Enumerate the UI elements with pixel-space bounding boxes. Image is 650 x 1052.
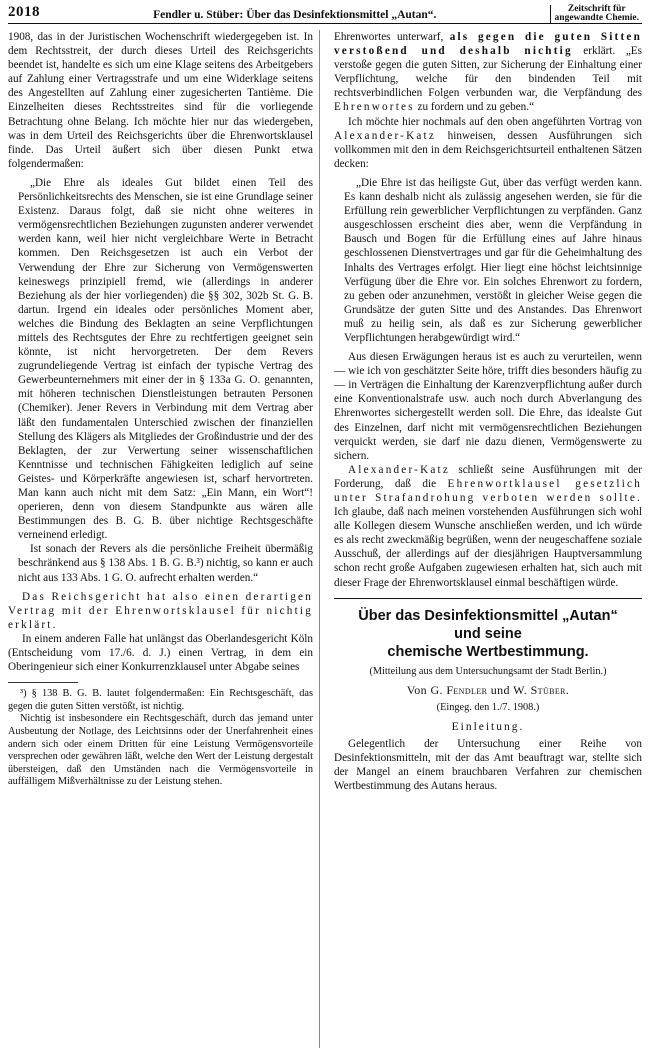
footnote-paragraph: ³) § 138 B. G. B. lautet folgendermaßen: Ein Rechtsgeschäft, das gegen die guten Sitten verstößt, ist nichtig. (8, 688, 313, 712)
text-run: Von G. (406, 682, 443, 697)
title-line: Über das Desinfektionsmittel „Autan“ (358, 607, 618, 624)
paragraph: 1908, das in der Juristischen Wochenschrift wiedergegeben ist. In dem Rechtsstreit, der durch dieses Urteil des Reichsgerichts beendet ist, handelte es sich um eine Klage seitens des Arbeitgebers auf Zahlung einer Vertragsstrafe und um eine Widerklage seitens des Angestellten auf Zahlung einer zugesicherten Tantième. Die Einzelheiten dieses Rechtsstreites sind für die vorliegende Betrachtung ohne Belang. Ich möchte hier nur das wiedergeben, was in dem Urteil des Reichsgerichts über die Ehrenwortsklausel finde. Das Urteil äußert sich über diesen Punkt etwa folgendermaßen: (8, 31, 313, 170)
paragraph (334, 115, 642, 171)
title-line: und seine (454, 625, 522, 642)
article-authors (334, 683, 642, 697)
text-run: Ich möchte hier nochmals auf den oben angeführten Vortrag von (348, 115, 642, 128)
paragraph: Aus diesen Erwägungen heraus ist es auch zu verurteilen, wenn — wie ich von geschätzter Seite höre, trifft dies besonders häufig zu — in Verträgen die Einhaltung der Karenzverpflichtung außer durch eine Konventionalstrafe usw. auch noch durch Abverlangung des Ehrenwortes sichergestellt werden soll. Die Ehre, das idealste Gut des Einzelnen, darf nicht mit vermögensrechtlichen Beziehungen verquickt werden, sie darf nie dazu dienen, Vermögenswerte zu sichern. (334, 351, 642, 462)
received-date: (Eingeg. den 1./7. 1908.) (436, 701, 540, 713)
spaced-text: Ehrenwortes (334, 101, 415, 114)
text-run: hinweisen, dessen Ausführungen sich vollkommen mit den in dem Reichsgerichtsurteil enthaltenen Sätzen decken: (334, 129, 642, 170)
text-run: und W. (490, 682, 528, 697)
text-run: zu fordern und zu geben.“ (417, 101, 535, 114)
author-name: Alexander-Katz (348, 463, 451, 476)
footnote-divider (8, 682, 78, 683)
journal-name-line2: angewandte Chemie. (554, 13, 639, 23)
author-name: Alexander-Katz (334, 129, 437, 142)
article-title (334, 607, 642, 661)
court-quote (18, 176, 313, 585)
quote-paragraph: „Die Ehre als ideales Gut bildet einen Teil des Persönlichkeitsrechts des Menschen, sie ist eine Grundlage seiner Existenz. Daraus folgt, daß sie nicht ohne weiteres in vermögensrechtlichen Beziehungen zugunsten anderer verwendet werden kann, weil hier nicht vergleichbare Werte in Betracht kommen. Den Reichsgesetzen ist auch ein Verbot der Verwendung der Ehre zur Sicherung von Vermögenswerten keineswegs prinzipiell fremd, wie (allerdings in anderer Beziehung als der hier vorliegenden) die §§ 302, 302b St. G. B. dartun. Irgend ein ideales oder persönliches Moment aber, welches die Bindung des Beklagten an seine Verpflichtungen mittels des Rechtsgutes der Ehre zu rechtfertigen geeignet sein könnte, ist nicht hervorgetreten. Der dem Revers zugrundeliegende Vertrag ist einfach der typische Vertrag des Gewerbeunternehmers mit einer der in § 133a G. O. genannten, mit höheren technischen Dienstleistungen betrauten Personen (Chemiker). Jener Revers in Verbindung mit dem Vertrag aber läßt den fundamentalen Unterschied zwischen der finanziellen Stellung des Klägers als Mitgliedes der Großindustrie und der des Beklagten, der zur Verwertung seiner wissenschaftlichen Kenntnisse und technischen Fähigkeiten lediglich auf seine Geistes- und Körperkräfte angewiesen ist, scharf hervortreten. Man kann auch nicht mit dem Satz: „Ein Mann, ein Wort“! operieren, denn von diesem Standpunkte aus wären alle Bestimmungen des B. G. B. über nichtige Rechtsgeschäfte verneinend erledigt. (18, 176, 313, 542)
text-run: Ich glaube, daß nach meinen vorstehenden Ausführungen sich wohl alle Kollegen diesem Wunsche anschließen werden, und ich würde es als recht zweckmäßig begrüßen, wenn der neugeschaffene soziale Ausschuß, der allerdings auf der diesjährigen Hauptversammlung schon recht große Aufgaben zugewiesen erhalten hat, sich auch mit dieser Frage der Ehrenwortsklausel einmal beschäftigen würde. (334, 506, 642, 589)
article-divider (334, 598, 642, 599)
journal-name (550, 5, 642, 24)
lecture-quote (344, 176, 642, 345)
two-column-body (8, 30, 642, 1048)
spaced-text: Ehrenwortklausel gesetzlich unter Strafandrohung verboten werden sollte. (334, 477, 642, 504)
footnote-paragraph: Nichtig ist insbesondere ein Rechtsgeschäft, durch das jemand unter Ausbeutung der Notlage, des Leichtsinns oder der Unerfahrenheit eines andern sich oder einem Dritten für eine Leistung Vermögensvorteile versprechen oder gewähren läßt, welche den Wert der Leistung dergestalt übersteigen, daß den Umständen nach die Vermögensvorteile in auffälligem Mißverhältnisse zu der Leistung stehen. (8, 713, 313, 788)
footnote (8, 688, 313, 789)
author-name: Stüber. (530, 682, 570, 697)
journal-name-line1: Zeitschrift für (567, 4, 626, 14)
quote-paragraph: „Die Ehre ist das heiligste Gut, über das verfügt werden kann. Es kann deshalb nicht als zulässig angesehen werden, sie für die Erfüllung rein gewerblicher Verpflichtungen zu verpfänden. Ganz ausgeschlossen erscheint dies aber, wenn die Verpfändung in Bausch und Bogen für die Erfüllung eines auf Jahre hinaus geschlossenen Dienstvertrages und gar für die Geheimhaltung des Inhalts des Vertrages erfolgt. Hier liegt eine höchst leichtsinnige Verfügung über die Ehre vor. Ein solches Ehrenwort zu fordern, zu geben oder anzunehmen, verstößt in gleicher Weise gegen die Grundsätze der guten Sitte und des Anstandes. Das Ehrenwort muß zu heilig sein, als daß es zur Sicherung gewerblicher Verpflichtungen herabgewürdigt wird.“ (344, 176, 642, 344)
right-column (328, 30, 642, 1048)
text-run: schließt seine Ausführungen mit der Forderung, daß die (334, 463, 642, 490)
article-affiliation: (Mitteilung aus dem Untersuchungsamt der Stadt Berlin.) (369, 665, 607, 677)
author-name: Fendler (446, 682, 488, 697)
quote-paragraph: Ist sonach der Revers als die persönliche Freiheit übermäßig beschränkend aus § 138 Abs. 1 B. G. B.³) nichtig, so kann er auch nicht aus 133 Abs. 1 G. O. aufrecht erhalten werden.“ (18, 543, 313, 584)
section-heading: Einleitung. (451, 720, 525, 733)
paragraph (334, 30, 642, 115)
running-title: Fendler u. Stüber: Über das Desinfektionsmittel „Autan“. (153, 9, 437, 21)
paragraph (334, 463, 642, 590)
paragraph: In einem anderen Falle hat unlängst das Oberlandesgericht Köln (Entscheidung vom 17./6. d. J.) einen Vertrag, in dem ein Oberingenieur sich einer Konkurrenzklausel unter Abgabe seines (8, 632, 313, 674)
text-run: erklärt. „Es verstoße gegen die guten Sitten, zur Sicherung der Einhaltung einer Verpflichtung, welche für den bindenden Teil mit rechtsverbindlichen Folgen verbunden war, die Verpfändung des (334, 45, 642, 100)
left-column (8, 30, 320, 1048)
paragraph: Gelegentlich der Untersuchung einer Reihe von Desinfektionsmitteln, mit der das Amt beauftragt war, stellte sich der Mangel an einem brauchbaren Verfahren zur chemischen Wertbestimmung des Autans heraus. (334, 738, 642, 793)
spaced-text: als gegen die guten Sitten verstoßend und deshalb nichtig (334, 31, 642, 58)
title-line: chemische Wertbestimmung. (387, 643, 589, 660)
text-run: Ehrenwortes unterwarf, (334, 31, 444, 43)
page-number: 2018 (8, 4, 40, 20)
paragraph: Das Reichsgericht hat also einen derartigen Vertrag mit der Ehrenwortsklausel für nichtig erklärt. (8, 590, 313, 631)
page-header (8, 2, 642, 24)
